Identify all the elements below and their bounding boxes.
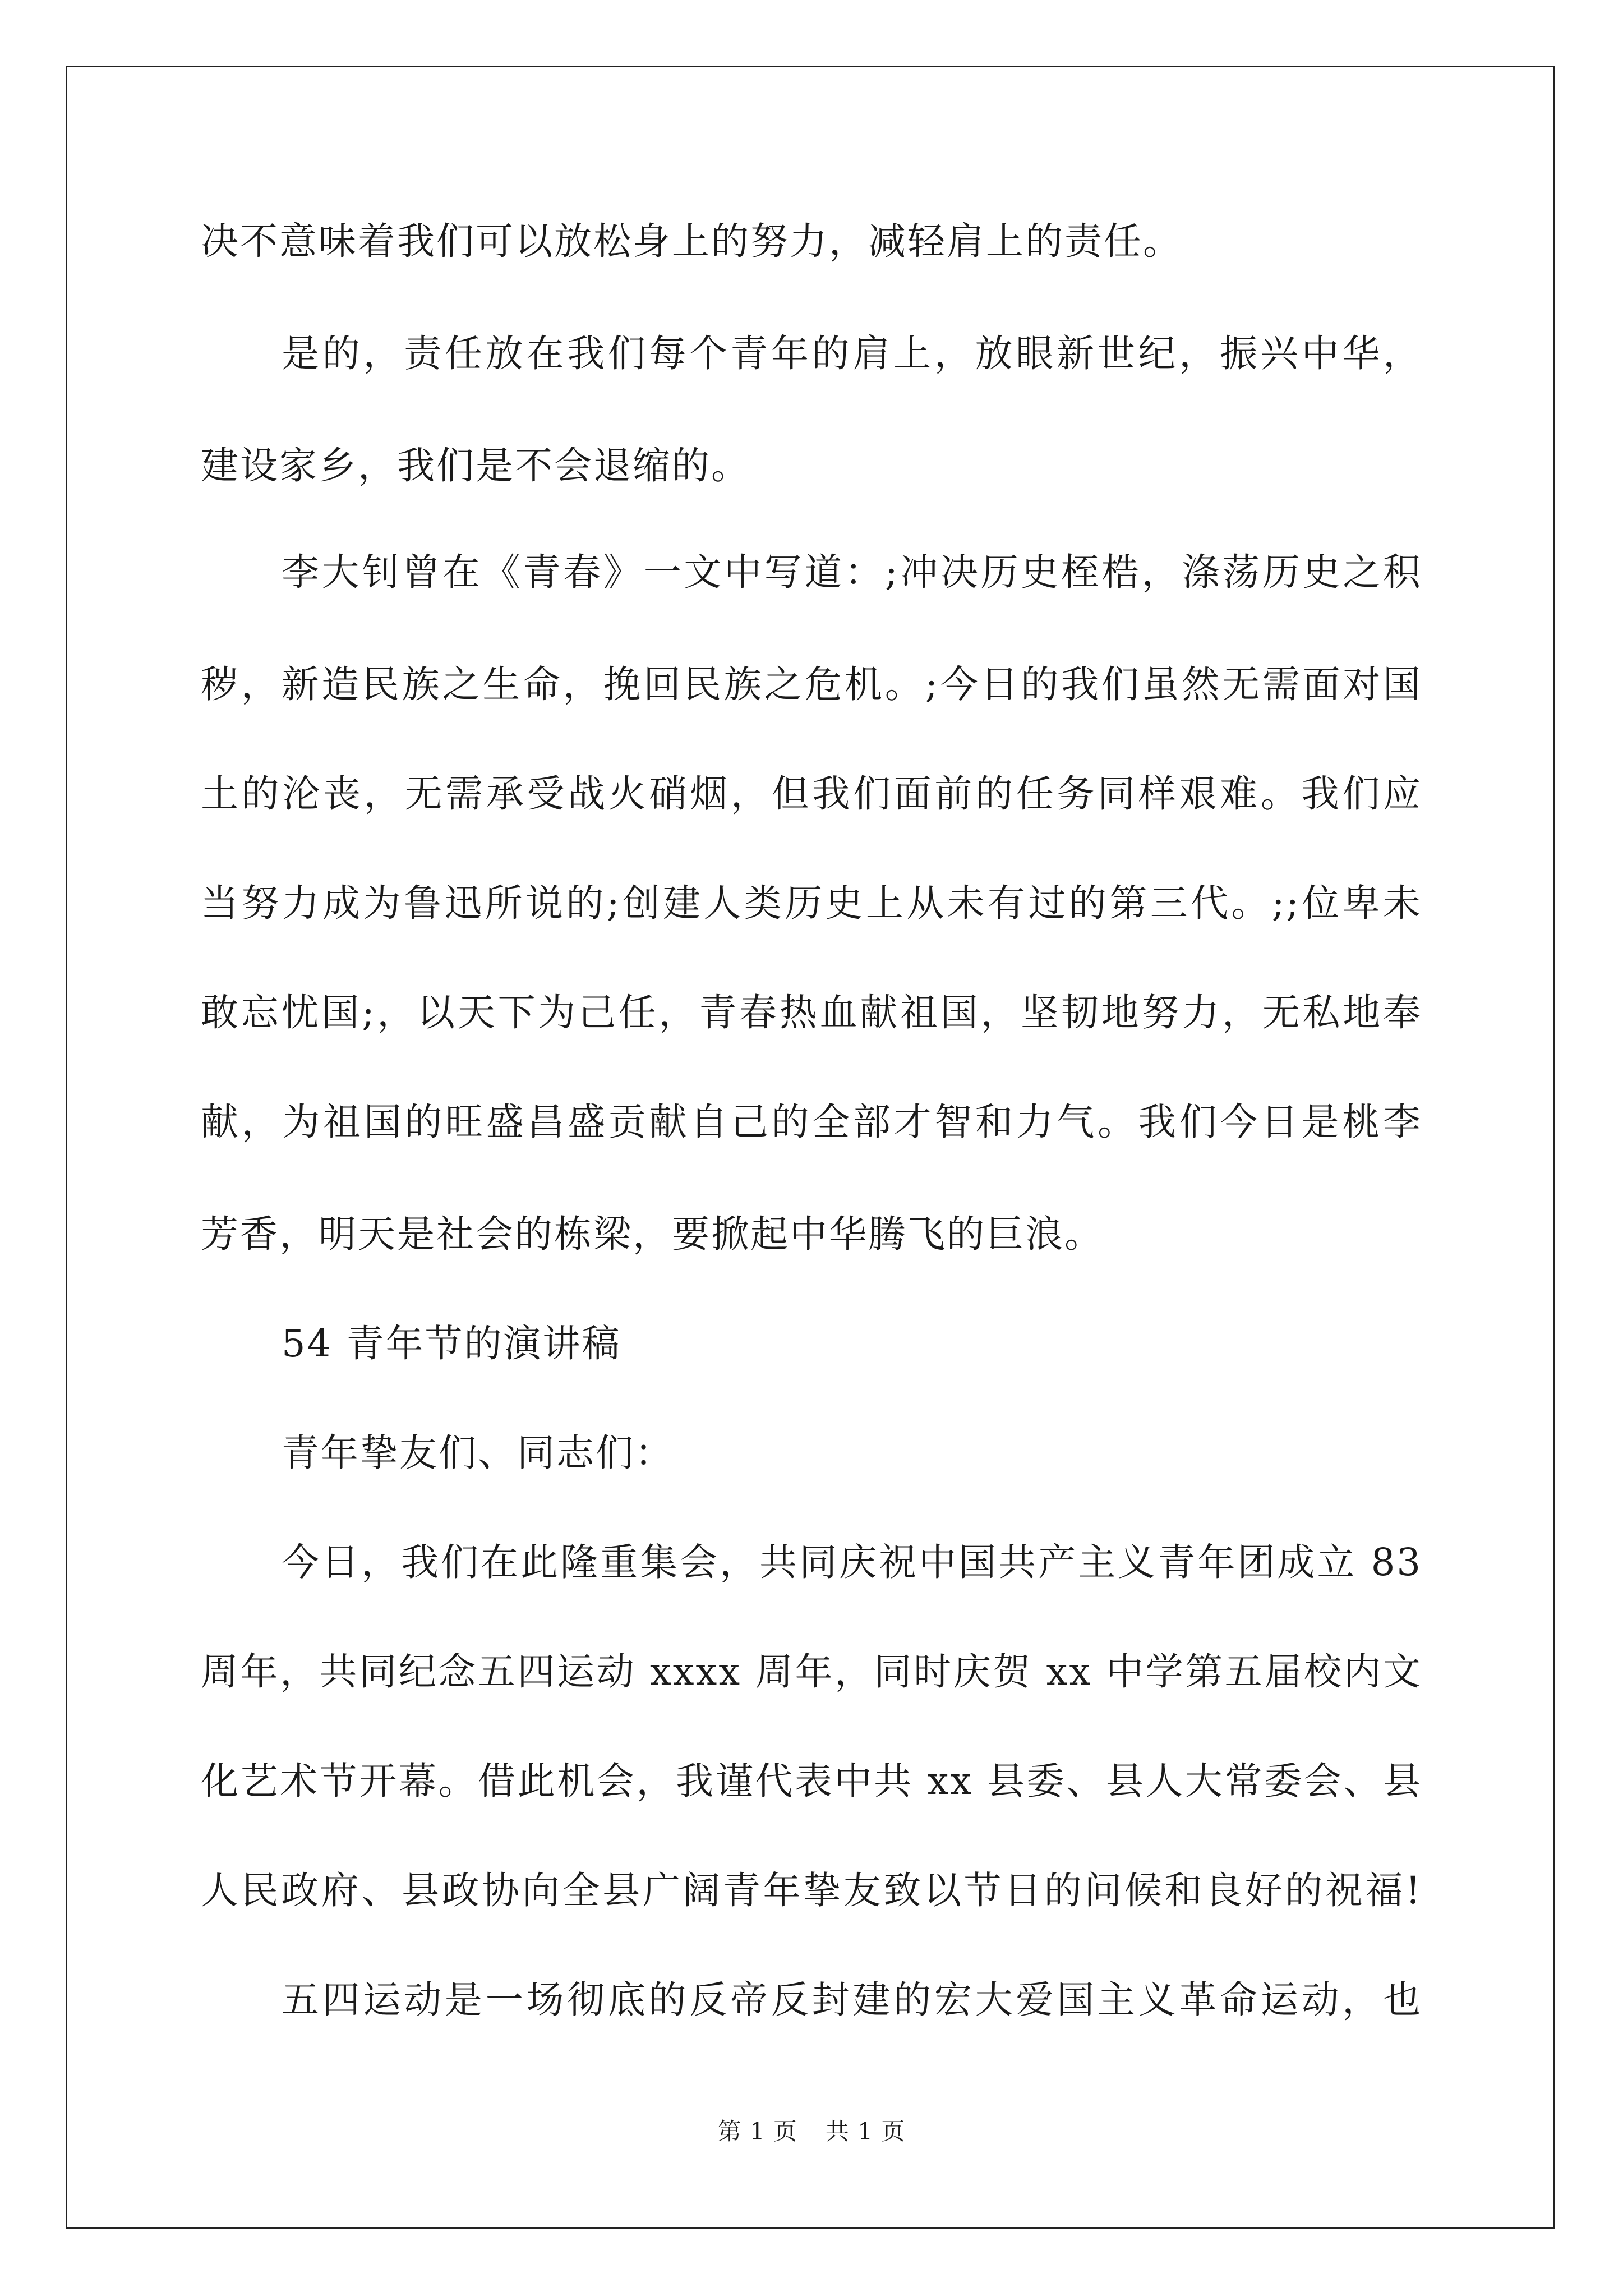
text-line: 今日，我们在此隆重集会，共同庆祝中国共产主义青年团成立 83 bbox=[282, 1540, 1422, 1584]
page-footer bbox=[0, 2118, 1623, 2146]
section-heading: 54 青年节的演讲稿 bbox=[282, 1322, 621, 1365]
text-line: 决不意味着我们可以放松身上的努力，减轻肩上的责任。 bbox=[201, 219, 1182, 263]
text-line: 秽，新造民族之生命，挽回民族之危机。;今日的我们虽然无需面对国 bbox=[201, 662, 1422, 706]
page-total: 共 1 页 bbox=[826, 2118, 906, 2145]
text-line: 建设家乡，我们是不会退缩的。 bbox=[201, 444, 750, 487]
text-line: 是的，责任放在我们每个青年的肩上，放眼新世纪，振兴中华， bbox=[282, 332, 1422, 375]
text-line: 周年，共同纪念五四运动 xxxx 周年，同时庆贺 xx 中学第五届校内文 bbox=[201, 1650, 1422, 1694]
text-line: 当努力成为鲁迅所说的;创建人类历史上从未有过的第三代。;;位卑未 bbox=[201, 881, 1422, 925]
text-line: 献，为祖国的旺盛昌盛贡献自己的全部才智和力气。我们今日是桃李 bbox=[201, 1100, 1422, 1144]
text-line: 李大钊曾在《青春》一文中写道：;冲决历史桎梏，涤荡历史之积 bbox=[282, 550, 1422, 594]
salutation: 青年挚友们、同志们： bbox=[282, 1431, 674, 1475]
text-line: 土的沦丧，无需承受战火硝烟，但我们面前的任务同样艰难。我们应 bbox=[201, 772, 1422, 816]
text-line: 芳香，明天是社会的栋梁，要掀起中华腾飞的巨浪。 bbox=[201, 1212, 1104, 1256]
text-line: 化艺术节开幕。借此机会，我谨代表中共 xx 县委、县人大常委会、县 bbox=[201, 1759, 1422, 1803]
page-number: 第 1 页 bbox=[717, 2118, 797, 2145]
text-line: 人民政府、县政协向全县广阔青年挚友致以节日的问候和良好的祝福! bbox=[201, 1869, 1422, 1912]
text-line: 五四运动是一场彻底的反帝反封建的宏大爱国主义革命运动，也 bbox=[282, 1978, 1422, 2022]
text-line: 敢忘忧国;，以天下为己任，青春热血献祖国，坚韧地努力，无私地奉 bbox=[201, 991, 1422, 1034]
